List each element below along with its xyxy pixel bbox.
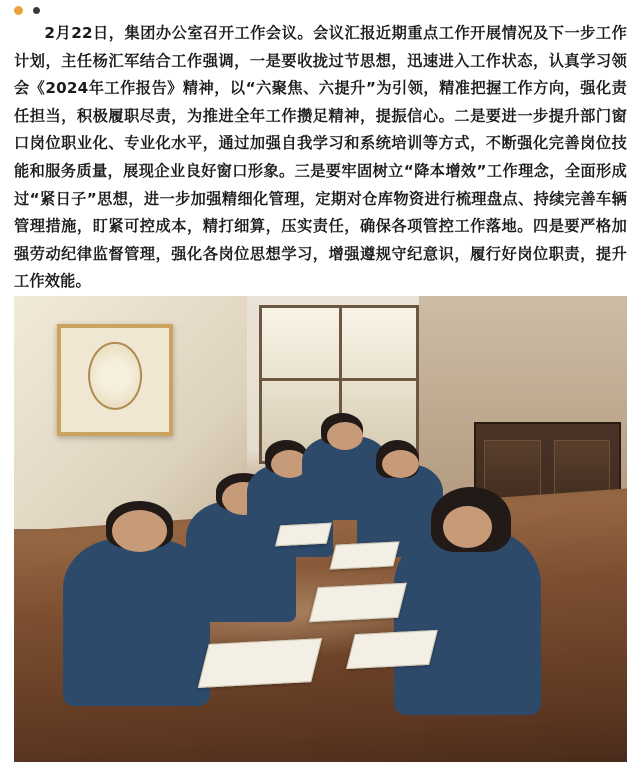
photo-scene [14, 296, 627, 762]
orange-dot-icon [14, 6, 23, 15]
article-paragraph: 2月22日，集团办公室召开工作会议。会议汇报近期重点工作开展情况及下一步工作计划，主任杨汇军结合工作强调，一是要收拢过节思想，迅速进入工作状态，认真学习领会《2024年工作报告》精神，以“六聚焦、六提升”为引领，精准把握工作方向，强化责任担当，积极履职尽责，为推进全年工作攒足精神，提振信心。二是要进一步提升部门窗口岗位职业化、专业化水平，通过加强自我学习和系统培训等方式，不断强化完善岗位技能和服务质量，展现企业良好窗口形象。三是要牢固树立“降本增效”工作理念，全面形成过“紧日子”思想，进一步加强精细化管理，定期对仓库物资进行梳理盘点、持续完善车辆管理措施，盯紧可控成本，精打细算，压实责任，确保各项管控工作落地。四是要严格加强劳动纪律监督管理，强化各岗位思想学习，增强遵规守纪意识，履行好岗位职责，提升工作效能。 [14, 24, 627, 291]
wall-picture-frame [57, 324, 173, 436]
notebook [275, 523, 332, 546]
notebook [346, 629, 437, 668]
head [327, 422, 364, 450]
notebook [329, 541, 399, 570]
meeting-photo [14, 296, 627, 762]
notebook [309, 583, 407, 622]
head [382, 450, 419, 478]
picture-medallion [88, 342, 142, 410]
person-right-front [394, 529, 541, 715]
dark-dot-icon [33, 7, 40, 14]
top-marks [14, 6, 40, 15]
head [443, 506, 492, 548]
notebook [198, 638, 323, 688]
article-body [14, 20, 627, 296]
